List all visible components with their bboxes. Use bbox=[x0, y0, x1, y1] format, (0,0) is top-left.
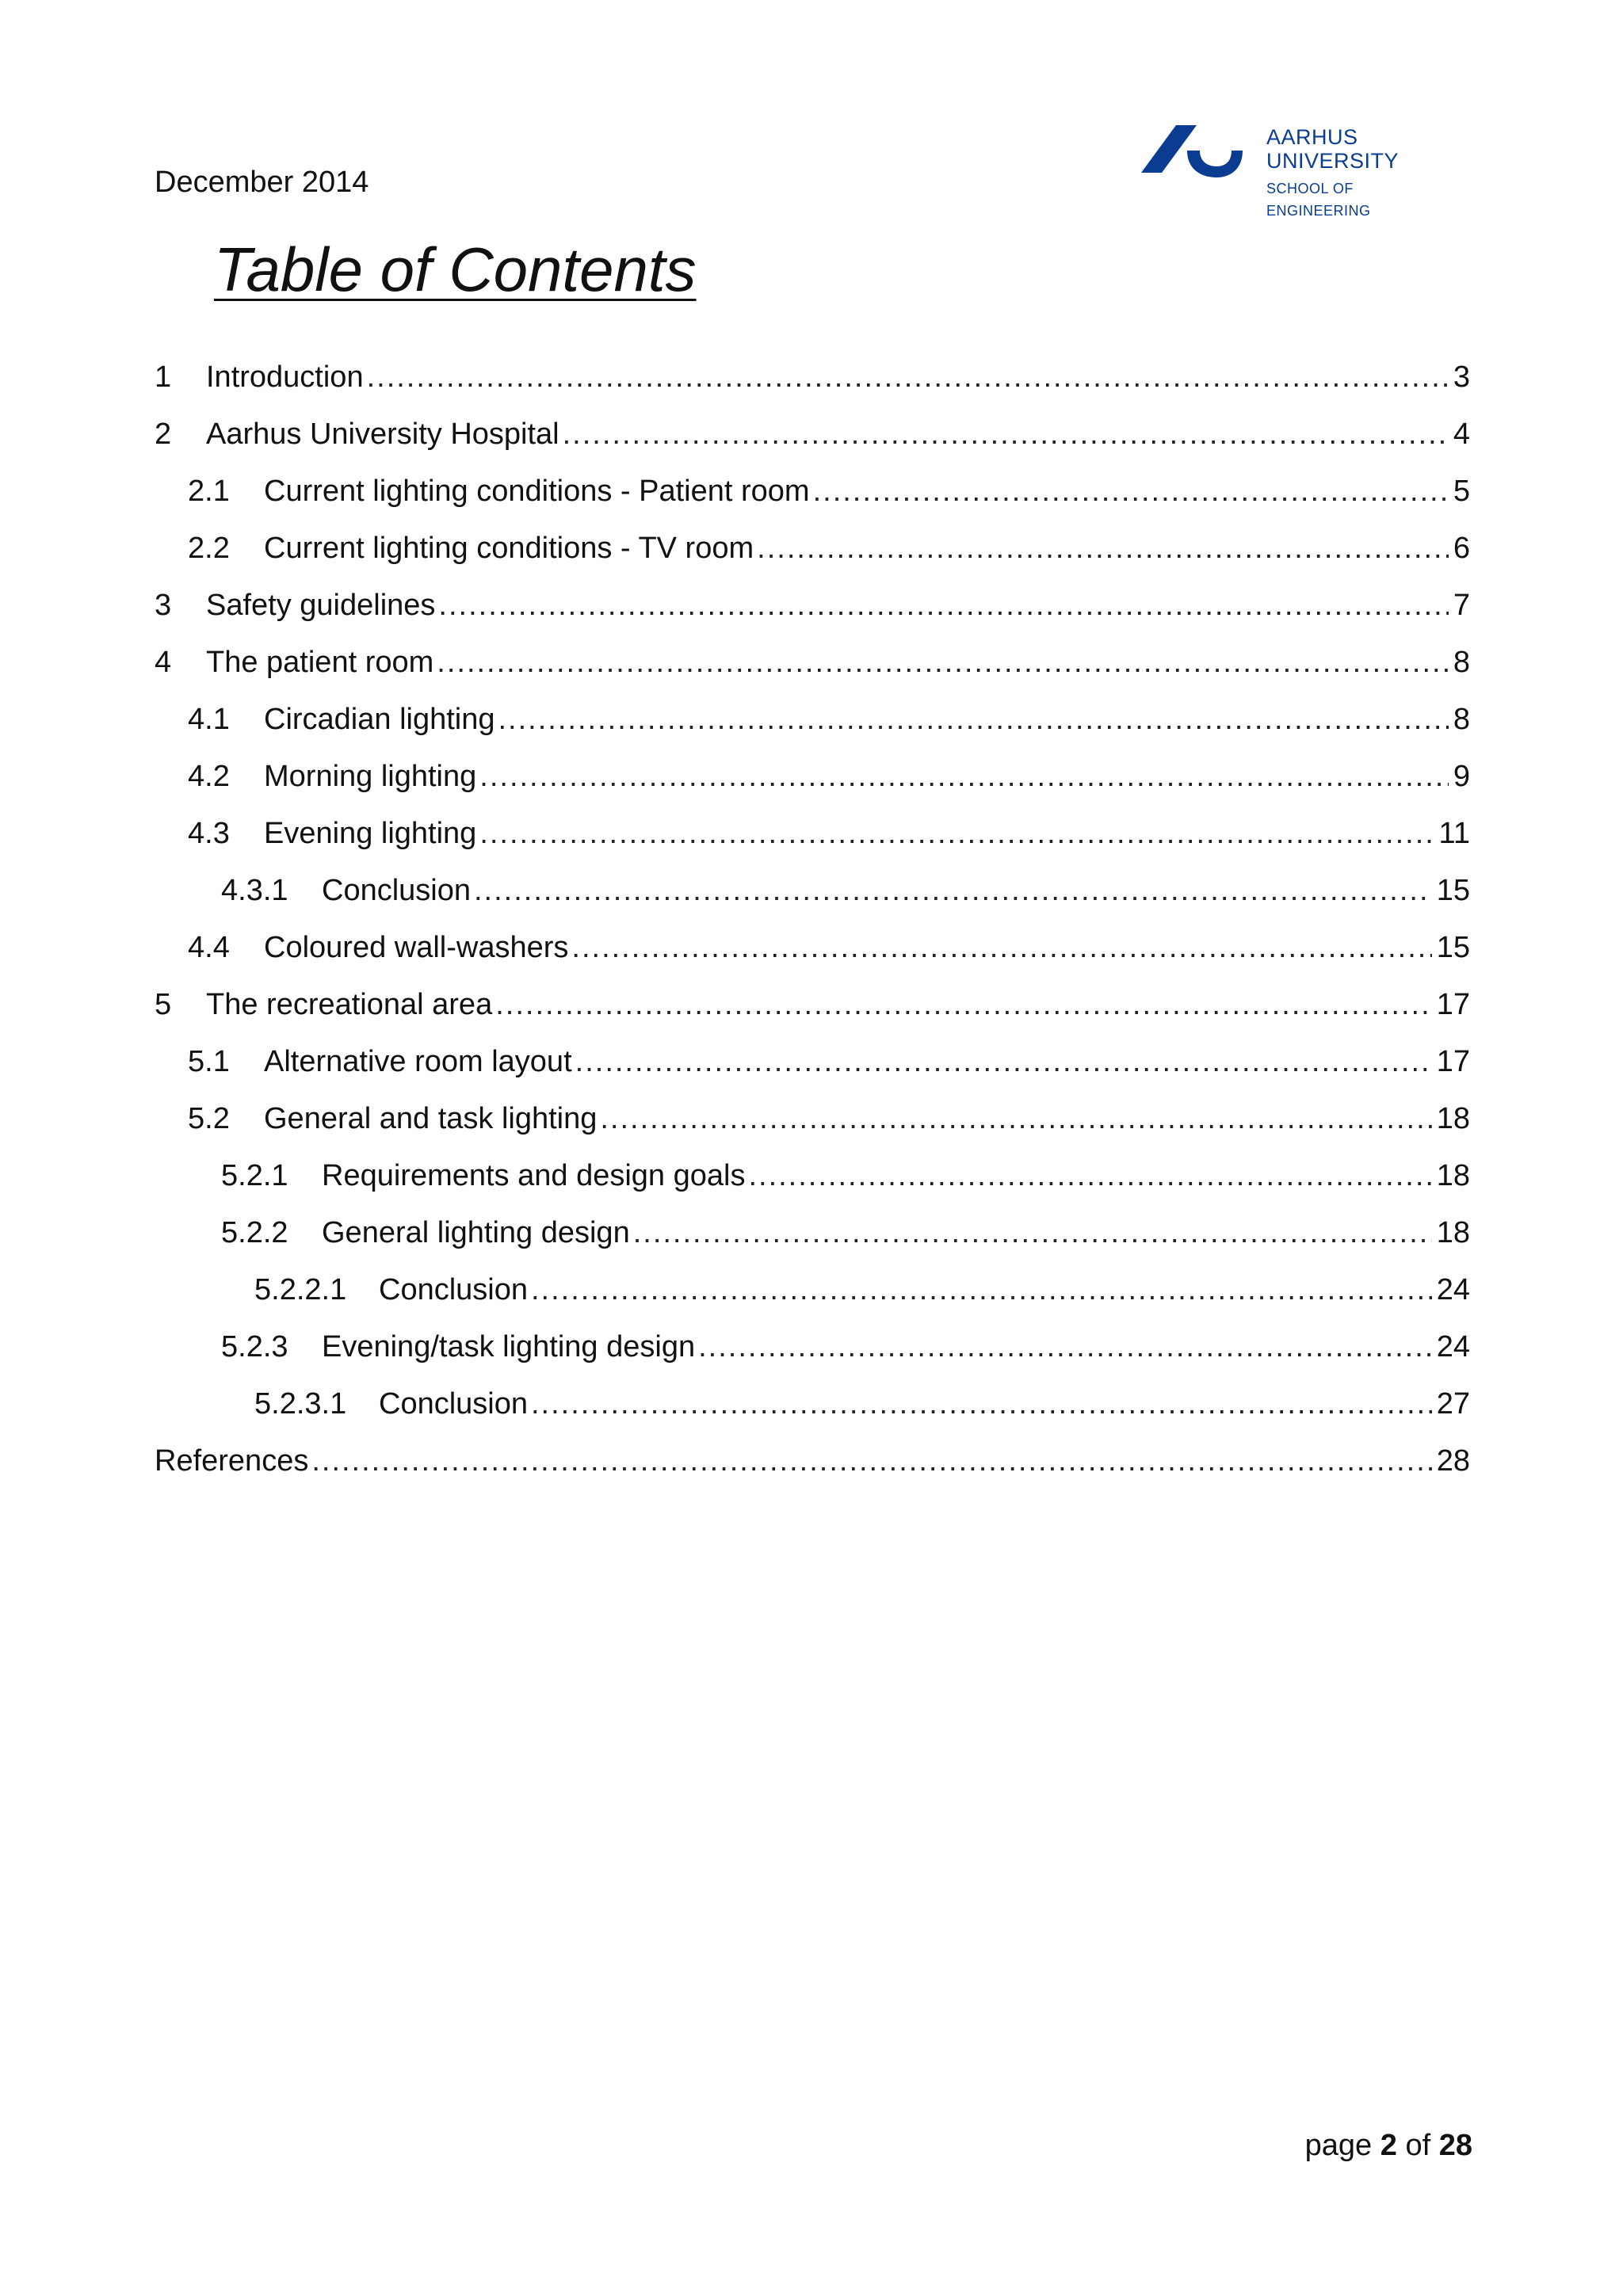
toc-entry[interactable] bbox=[155, 1090, 1470, 1147]
toc-entry-number: 5 bbox=[155, 988, 172, 1021]
toc-entry-label: Conclusion bbox=[379, 1273, 528, 1306]
toc-entry-label: The patient room bbox=[206, 646, 434, 679]
toc-entry[interactable] bbox=[155, 862, 1470, 919]
page-label: page bbox=[1304, 2129, 1373, 2162]
toc-entry-page: 15 bbox=[1436, 931, 1470, 964]
toc-entry[interactable] bbox=[155, 1033, 1470, 1090]
toc-entry-label: Conclusion bbox=[322, 874, 471, 907]
toc-dot-leader bbox=[757, 520, 1449, 577]
toc-dot-leader bbox=[571, 919, 1431, 976]
toc-dot-leader bbox=[311, 1432, 1431, 1489]
toc-dot-leader bbox=[563, 406, 1449, 463]
toc-entry-page: 27 bbox=[1436, 1387, 1470, 1421]
toc-entry-label: Conclusion bbox=[379, 1387, 528, 1421]
toc-entry-label: General and task lighting bbox=[264, 1102, 598, 1135]
toc-entry-page: 4 bbox=[1453, 418, 1470, 451]
toc-dot-leader bbox=[474, 862, 1432, 919]
toc-entry-page: 15 bbox=[1436, 874, 1470, 907]
toc-dot-leader bbox=[479, 805, 1434, 862]
toc-entry-page: 8 bbox=[1453, 646, 1470, 679]
logo-line-school: SCHOOL OF ENGINEERING bbox=[1266, 181, 1371, 219]
toc-dot-leader bbox=[748, 1147, 1431, 1204]
toc-entry-page: 17 bbox=[1436, 988, 1470, 1021]
toc-entry[interactable] bbox=[155, 1318, 1470, 1375]
toc-entry[interactable] bbox=[155, 349, 1470, 406]
toc-entry-page: 6 bbox=[1453, 532, 1470, 565]
toc-entry-page: 24 bbox=[1436, 1330, 1470, 1363]
toc-entry-number: 5.2.2.1 bbox=[254, 1273, 347, 1306]
toc-entry-label: Requirements and design goals bbox=[322, 1159, 746, 1192]
toc-dot-leader bbox=[437, 634, 1449, 691]
header-date: December 2014 bbox=[155, 166, 369, 199]
toc-entry-label: Evening lighting bbox=[264, 817, 477, 850]
toc-entry-number: 4.4 bbox=[188, 931, 230, 964]
toc-entry[interactable] bbox=[155, 577, 1470, 634]
toc-entry-label: Coloured wall-washers bbox=[264, 931, 569, 964]
toc-entry[interactable] bbox=[155, 976, 1470, 1033]
toc-entry-number: 4.3 bbox=[188, 817, 230, 850]
toc-entry-number: 5.2.1 bbox=[221, 1159, 288, 1192]
toc-entry-page: 24 bbox=[1436, 1273, 1470, 1306]
toc-entry-page: 11 bbox=[1438, 817, 1470, 850]
toc-entry-page: 3 bbox=[1453, 360, 1470, 394]
toc-dot-leader bbox=[698, 1318, 1432, 1375]
table-of-contents bbox=[155, 349, 1470, 1489]
toc-entry[interactable] bbox=[155, 1204, 1470, 1261]
toc-entry[interactable] bbox=[155, 1147, 1470, 1204]
toc-entry-page: 18 bbox=[1436, 1216, 1470, 1249]
toc-entry-number: 5.1 bbox=[188, 1045, 230, 1078]
toc-entry-number: 4.2 bbox=[188, 760, 230, 793]
toc-entry-label: General lighting design bbox=[322, 1216, 630, 1249]
toc-entry-number: 4.3.1 bbox=[221, 874, 288, 907]
toc-entry-label: The recreational area bbox=[206, 988, 493, 1021]
toc-entry-number: 5.2.3 bbox=[221, 1330, 288, 1363]
toc-dot-leader bbox=[367, 349, 1449, 406]
toc-dot-leader bbox=[633, 1204, 1432, 1261]
toc-entry-number: 3 bbox=[155, 589, 172, 622]
toc-entry-label: Aarhus University Hospital bbox=[206, 418, 559, 451]
toc-entry-number: 2 bbox=[155, 418, 172, 451]
toc-entry[interactable] bbox=[155, 1375, 1470, 1432]
total-page-count: 28 bbox=[1438, 2129, 1472, 2162]
toc-entry-label: Evening/task lighting design bbox=[322, 1330, 696, 1363]
university-logo bbox=[1141, 119, 1458, 219]
toc-entry-number: 5.2.3.1 bbox=[254, 1387, 347, 1421]
toc-entry-number: 4.1 bbox=[188, 703, 230, 736]
toc-entry-label: Current lighting conditions - TV room bbox=[264, 532, 754, 565]
toc-entry-page: 8 bbox=[1453, 703, 1470, 736]
toc-dot-leader bbox=[531, 1261, 1432, 1318]
toc-entry-page: 18 bbox=[1436, 1159, 1470, 1192]
page-separator: of bbox=[1405, 2129, 1431, 2162]
toc-entry-number: 1 bbox=[155, 360, 172, 394]
toc-entry-label: Circadian lighting bbox=[264, 703, 495, 736]
toc-entry-number: 4 bbox=[155, 646, 172, 679]
toc-entry-label: Alternative room layout bbox=[264, 1045, 572, 1078]
toc-entry-page: 7 bbox=[1453, 589, 1470, 622]
toc-dot-leader bbox=[531, 1375, 1432, 1432]
toc-dot-leader bbox=[575, 1033, 1432, 1090]
current-page-number: 2 bbox=[1380, 2129, 1397, 2162]
toc-entry-label: Introduction bbox=[206, 360, 364, 394]
toc-dot-leader bbox=[438, 577, 1448, 634]
page-number-footer bbox=[1305, 2126, 1472, 2164]
toc-entry[interactable] bbox=[155, 691, 1470, 748]
toc-dot-leader bbox=[498, 691, 1449, 748]
toc-dot-leader bbox=[600, 1090, 1431, 1147]
aarhus-university-logo-icon bbox=[1141, 119, 1244, 182]
toc-entry[interactable] bbox=[155, 1432, 1470, 1489]
toc-entry-label: References bbox=[155, 1444, 309, 1478]
logo-line-university: UNIVERSITY bbox=[1266, 149, 1400, 173]
toc-entry-label: Safety guidelines bbox=[206, 589, 436, 622]
toc-entry-number: 5.2.2 bbox=[221, 1216, 288, 1249]
toc-entry-page: 18 bbox=[1436, 1102, 1470, 1135]
toc-entry[interactable] bbox=[155, 1261, 1470, 1318]
logo-line-aarhus: AARHUS bbox=[1266, 125, 1358, 149]
toc-entry-page: 28 bbox=[1436, 1444, 1470, 1478]
toc-entry-page: 9 bbox=[1453, 760, 1470, 793]
toc-dot-leader bbox=[813, 463, 1449, 520]
toc-entry[interactable] bbox=[155, 634, 1470, 691]
toc-entry-page: 17 bbox=[1436, 1045, 1470, 1078]
page-title: Table of Contents bbox=[214, 235, 697, 304]
toc-entry-number: 5.2 bbox=[188, 1102, 230, 1135]
toc-entry[interactable] bbox=[155, 919, 1470, 976]
toc-dot-leader bbox=[479, 748, 1449, 805]
toc-entry-page: 5 bbox=[1453, 475, 1470, 508]
toc-entry[interactable] bbox=[155, 520, 1470, 577]
toc-dot-leader bbox=[495, 976, 1432, 1033]
toc-entry-number: 2.1 bbox=[188, 475, 230, 508]
logo-text bbox=[1266, 125, 1458, 222]
toc-entry-number: 2.2 bbox=[188, 532, 230, 565]
toc-entry-label: Current lighting conditions - Patient room bbox=[264, 475, 810, 508]
toc-entry[interactable] bbox=[155, 463, 1470, 520]
toc-entry[interactable] bbox=[155, 805, 1470, 862]
toc-entry-label: Morning lighting bbox=[264, 760, 477, 793]
toc-entry[interactable] bbox=[155, 406, 1470, 463]
toc-entry[interactable] bbox=[155, 748, 1470, 805]
